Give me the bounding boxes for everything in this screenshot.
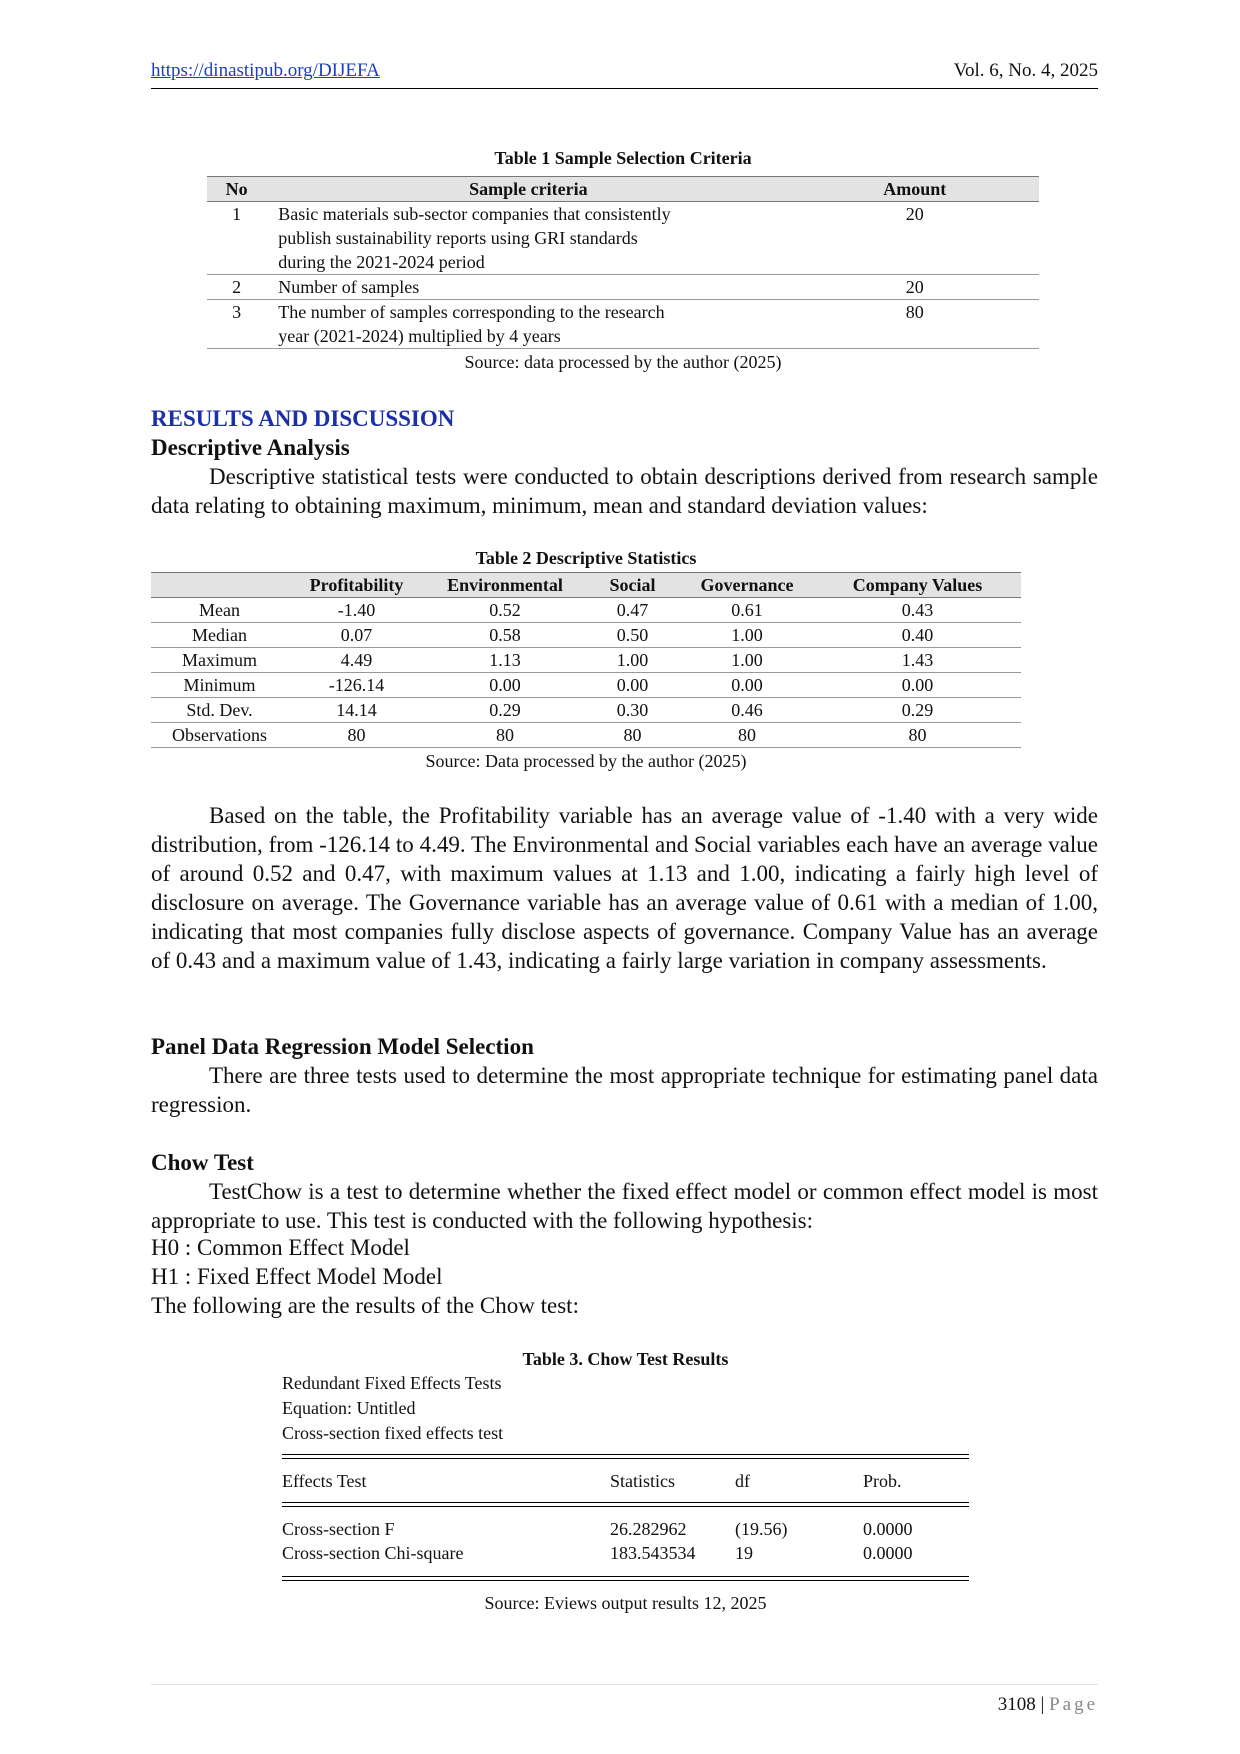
table-cell: 0.29 — [425, 698, 585, 723]
table-cell: 80 — [585, 723, 680, 748]
table-cell: -126.14 — [288, 673, 425, 698]
table3-info-line: Cross-section fixed effects test — [282, 1423, 504, 1443]
table-cell: 0.07 — [288, 623, 425, 648]
table-cell: Minimum — [151, 673, 288, 698]
table-cell: Std. Dev. — [151, 698, 288, 723]
discussion-paragraph — [151, 801, 1098, 975]
table-row — [151, 698, 1021, 723]
criteria-line: Basic materials sub-sector companies that consistently — [278, 204, 671, 224]
table-cell: 26.282962 — [610, 1519, 687, 1539]
table-cell: 1.00 — [680, 623, 814, 648]
panel-regression-text: There are three tests used to determine the most appropriate technique for estimating panel data regression. — [151, 1063, 1098, 1117]
table-cell: 0.00 — [814, 673, 1021, 698]
table-cell: Median — [151, 623, 288, 648]
table-cell: 0.0000 — [863, 1519, 913, 1539]
table-cell: 80 — [425, 723, 585, 748]
volume-info: Vol. 6, No. 4, 2025 — [953, 60, 1098, 81]
table2-header-row — [151, 573, 1021, 598]
table3-header-statistics: Statistics — [610, 1471, 676, 1491]
results-heading: RESULTS AND DISCUSSION — [151, 406, 455, 431]
table-cell: 0.00 — [585, 673, 680, 698]
table3-bottom-rule — [282, 1576, 969, 1581]
table2-header-environmental: Environmental — [425, 573, 585, 598]
table3-header-effects-test: Effects Test — [282, 1471, 367, 1491]
table-cell: Maximum — [151, 648, 288, 673]
table-cell: 0.00 — [425, 673, 585, 698]
table-cell: 0.50 — [585, 623, 680, 648]
page-header — [151, 60, 1098, 89]
table-cell: 80 — [814, 723, 1021, 748]
table-cell: Cross-section Chi-square — [282, 1543, 464, 1563]
table1-cell-amount: 20 — [791, 202, 1040, 275]
table-cell: -1.40 — [288, 598, 425, 623]
table-row — [151, 723, 1021, 748]
table-cell: 0.61 — [680, 598, 814, 623]
table-row — [207, 275, 1039, 300]
table3-header-prob: Prob. — [863, 1471, 902, 1491]
table1-header-amount: Amount — [791, 177, 1040, 202]
table-cell: Observations — [151, 723, 288, 748]
descriptive-intro-text: Descriptive statistical tests were conducted to obtain descriptions derived from research sample data relating to obtaining maximum, minimum, mean and standard deviation values: — [151, 464, 1098, 518]
table1-cell-amount: 20 — [791, 275, 1040, 300]
chow-results-lead: The following are the results of the Chow test: — [151, 1293, 579, 1318]
table-cell: 1.13 — [425, 648, 585, 673]
table-cell: 0.52 — [425, 598, 585, 623]
table-row — [207, 300, 1039, 349]
table-cell: 14.14 — [288, 698, 425, 723]
table2-caption: Table 2 Descriptive Statistics — [475, 548, 697, 568]
descriptive-analysis-heading: Descriptive Analysis — [151, 435, 350, 460]
table-cell: 1.43 — [814, 648, 1021, 673]
descriptive-intro-paragraph — [151, 462, 1098, 520]
table2-header-governance: Governance — [680, 573, 814, 598]
chow-test-paragraph — [151, 1177, 1098, 1235]
criteria-line: The number of samples corresponding to the research — [278, 302, 665, 322]
table3-header-df: df — [735, 1471, 750, 1491]
table-cell: 0.30 — [585, 698, 680, 723]
table-row — [207, 202, 1039, 275]
page-label: Page — [1049, 1694, 1098, 1715]
table3-info-line: Equation: Untitled — [282, 1398, 416, 1418]
table2-source: Source: Data processed by the author (2025) — [425, 751, 747, 771]
table1-cell-no: 3 — [207, 300, 266, 349]
hypothesis-h0: H0 : Common Effect Model — [151, 1235, 410, 1260]
table-cell: 1.00 — [680, 648, 814, 673]
table-cell: 19 — [735, 1543, 753, 1563]
table1-source: Source: data processed by the author (2025) — [464, 352, 782, 372]
table-row — [282, 1519, 969, 1543]
table1-header-no: No — [207, 177, 266, 202]
panel-regression-heading: Panel Data Regression Model Selection — [151, 1034, 534, 1059]
table-cell: 0.40 — [814, 623, 1021, 648]
table-row — [151, 598, 1021, 623]
journal-link[interactable]: https://dinastipub.org/DIJEFA — [151, 60, 380, 81]
table-cell: Cross-section F — [282, 1519, 395, 1539]
table-cell: 80 — [288, 723, 425, 748]
table-row — [151, 648, 1021, 673]
table1-caption: Table 1 Sample Selection Criteria — [494, 148, 752, 168]
table3-info-line: Redundant Fixed Effects Tests — [282, 1373, 502, 1393]
table-row — [151, 623, 1021, 648]
table1-cell-criteria — [266, 202, 790, 275]
table-cell: 0.29 — [814, 698, 1021, 723]
table1-cell-no: 2 — [207, 275, 266, 300]
table-cell: 80 — [680, 723, 814, 748]
table1-cell-criteria — [266, 300, 790, 349]
table2-header-blank — [151, 573, 288, 598]
chow-test-heading: Chow Test — [151, 1150, 254, 1175]
table1-sample-criteria — [207, 176, 1039, 349]
criteria-line: year (2021-2024) multiplied by 4 years — [278, 326, 561, 346]
footer-rule — [151, 1684, 1098, 1685]
criteria-line: publish sustainability reports using GRI standards — [278, 228, 638, 248]
criteria-line: Number of samples — [278, 277, 420, 297]
table3-caption: Table 3. Chow Test Results — [522, 1349, 729, 1369]
hypothesis-h1: H1 : Fixed Effect Model Model — [151, 1264, 443, 1289]
table3-source: Source: Eviews output results 12, 2025 — [484, 1593, 767, 1613]
page-number: 3108 — [997, 1694, 1036, 1715]
table3-top-rule — [282, 1454, 969, 1459]
table2-header-company-values: Company Values — [814, 573, 1021, 598]
panel-regression-paragraph — [151, 1061, 1098, 1119]
table1-cell-no: 1 — [207, 202, 266, 275]
chow-test-text: TestChow is a test to determine whether the fixed effect model or common effect model is most appropriate to use. This test is conducted with the following hypothesis: — [151, 1179, 1098, 1233]
criteria-line: during the 2021-2024 period — [278, 252, 485, 272]
table-row — [282, 1543, 969, 1567]
table-cell: 0.00 — [680, 673, 814, 698]
table2-descriptive-statistics — [151, 572, 1021, 748]
table-cell: 0.58 — [425, 623, 585, 648]
table1-header-row — [207, 177, 1039, 202]
table3-header-row — [282, 1471, 969, 1495]
table-cell: (19.56) — [735, 1519, 788, 1539]
page-footer — [998, 1694, 1098, 1716]
table-cell: Mean — [151, 598, 288, 623]
table-cell: 0.46 — [680, 698, 814, 723]
table-cell: 0.47 — [585, 598, 680, 623]
table-cell: 183.543534 — [610, 1543, 696, 1563]
table2-header-social: Social — [585, 573, 680, 598]
table1-cell-amount: 80 — [791, 300, 1040, 349]
table2-header-profitability: Profitability — [288, 573, 425, 598]
table-cell: 4.49 — [288, 648, 425, 673]
table1-cell-criteria — [266, 275, 790, 300]
footer-separator: | — [1040, 1694, 1045, 1715]
discussion-text: Based on the table, the Profitability variable has an average value of -1.40 with a very wide distribution, from -126.14 to 4.49. The Environmental and Social variables each have an average value of around 0.52 and 0.47, with maximum values at 1.13 and 1.00, indicating a fairly high level of disclosure on average. The Governance variable has an average value of 0.61 with a median of 1.00, indicating that most companies fully disclose aspects of governance. Company Value has an average of 0.43 and a maximum value of 1.43, indicating a fairly large variation in company assessments. — [151, 803, 1098, 973]
table-cell: 0.0000 — [863, 1543, 913, 1563]
table3-header-rule — [282, 1502, 969, 1507]
table-row — [151, 673, 1021, 698]
table1-header-criteria: Sample criteria — [266, 177, 790, 202]
table-cell: 0.43 — [814, 598, 1021, 623]
table-cell: 1.00 — [585, 648, 680, 673]
